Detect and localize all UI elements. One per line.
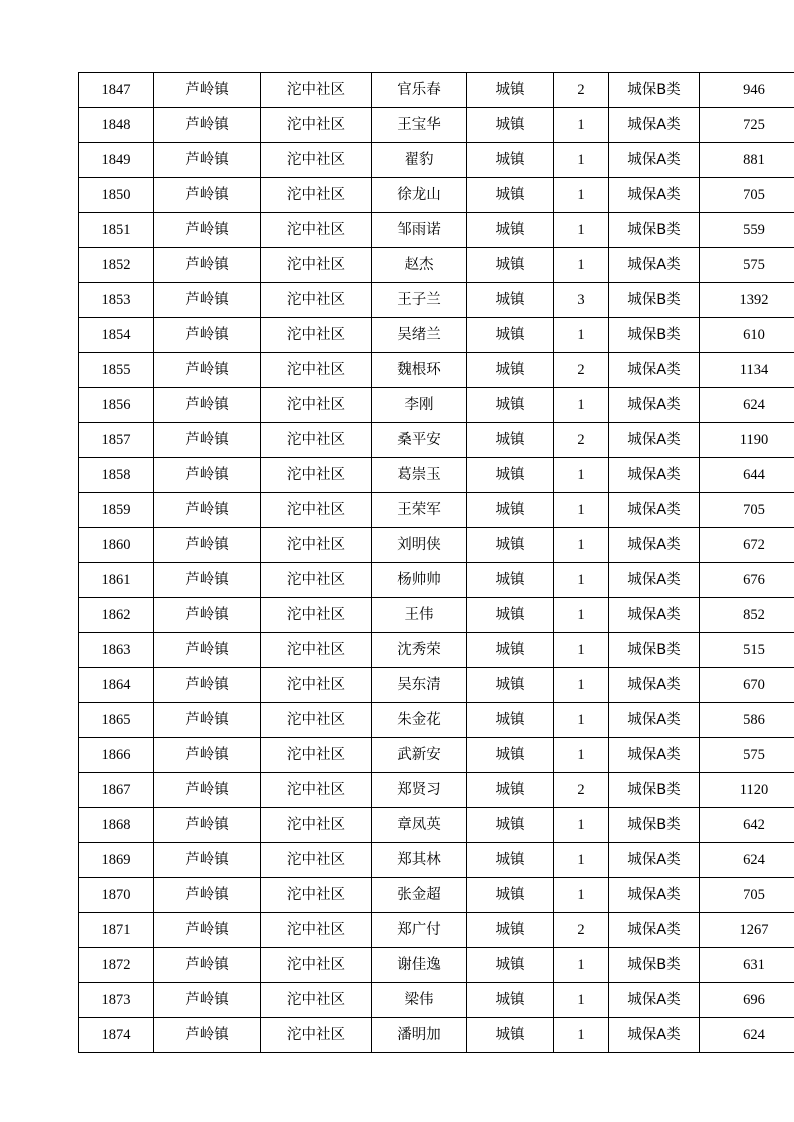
cell-category: 城保A类 [609, 563, 700, 598]
cell-count: 1 [554, 1018, 609, 1053]
cell-town: 芦岭镇 [154, 178, 261, 213]
cell-type: 城镇 [467, 738, 554, 773]
cell-category: 城保A类 [609, 248, 700, 283]
cell-category: 城保A类 [609, 493, 700, 528]
cell-name: 刘明侠 [372, 528, 467, 563]
cell-name: 邹雨诺 [372, 213, 467, 248]
cell-index: 1864 [79, 668, 154, 703]
cell-name: 徐龙山 [372, 178, 467, 213]
cell-count: 1 [554, 213, 609, 248]
cell-town: 芦岭镇 [154, 528, 261, 563]
cell-community: 沱中社区 [261, 493, 372, 528]
table-row [79, 318, 794, 353]
cell-type: 城镇 [467, 633, 554, 668]
cell-index: 1853 [79, 283, 154, 318]
cell-index: 1848 [79, 108, 154, 143]
cell-town: 芦岭镇 [154, 423, 261, 458]
cell-community: 沱中社区 [261, 808, 372, 843]
table-row [79, 213, 794, 248]
cell-index: 1860 [79, 528, 154, 563]
cell-count: 2 [554, 913, 609, 948]
table-row [79, 878, 794, 913]
cell-index: 1851 [79, 213, 154, 248]
cell-name: 王子兰 [372, 283, 467, 318]
cell-type: 城镇 [467, 808, 554, 843]
cell-type: 城镇 [467, 983, 554, 1018]
cell-type: 城镇 [467, 773, 554, 808]
cell-index: 1871 [79, 913, 154, 948]
cell-count: 1 [554, 878, 609, 913]
cell-type: 城镇 [467, 493, 554, 528]
cell-community: 沱中社区 [261, 108, 372, 143]
cell-type: 城镇 [467, 73, 554, 108]
cell-community: 沱中社区 [261, 598, 372, 633]
cell-name: 魏根环 [372, 353, 467, 388]
cell-town: 芦岭镇 [154, 1018, 261, 1053]
cell-index: 1857 [79, 423, 154, 458]
cell-index: 1854 [79, 318, 154, 353]
cell-community: 沱中社区 [261, 633, 372, 668]
cell-name: 沈秀荣 [372, 633, 467, 668]
cell-town: 芦岭镇 [154, 843, 261, 878]
cell-community: 沱中社区 [261, 983, 372, 1018]
cell-category: 城保A类 [609, 913, 700, 948]
cell-town: 芦岭镇 [154, 283, 261, 318]
table-row [79, 73, 794, 108]
cell-type: 城镇 [467, 423, 554, 458]
table-row [79, 353, 794, 388]
cell-index: 1850 [79, 178, 154, 213]
cell-name: 王宝华 [372, 108, 467, 143]
cell-type: 城镇 [467, 178, 554, 213]
cell-community: 沱中社区 [261, 773, 372, 808]
cell-category: 城保B类 [609, 318, 700, 353]
cell-type: 城镇 [467, 703, 554, 738]
cell-name: 张金超 [372, 878, 467, 913]
cell-amount: 946 [700, 73, 794, 108]
cell-name: 翟豹 [372, 143, 467, 178]
cell-category: 城保B类 [609, 213, 700, 248]
cell-type: 城镇 [467, 668, 554, 703]
table-row [79, 423, 794, 458]
cell-index: 1859 [79, 493, 154, 528]
cell-index: 1856 [79, 388, 154, 423]
table-row [79, 773, 794, 808]
cell-amount: 1120 [700, 773, 794, 808]
cell-community: 沱中社区 [261, 913, 372, 948]
cell-index: 1869 [79, 843, 154, 878]
cell-category: 城保B类 [609, 773, 700, 808]
table-row [79, 633, 794, 668]
cell-town: 芦岭镇 [154, 143, 261, 178]
table-row [79, 108, 794, 143]
cell-category: 城保A类 [609, 878, 700, 913]
cell-amount: 1267 [700, 913, 794, 948]
cell-count: 2 [554, 773, 609, 808]
table-row [79, 913, 794, 948]
cell-community: 沱中社区 [261, 1018, 372, 1053]
cell-count: 1 [554, 633, 609, 668]
table-row [79, 738, 794, 773]
cell-count: 2 [554, 423, 609, 458]
cell-count: 3 [554, 283, 609, 318]
cell-community: 沱中社区 [261, 318, 372, 353]
cell-amount: 881 [700, 143, 794, 178]
table-row [79, 388, 794, 423]
cell-name: 吴东清 [372, 668, 467, 703]
cell-type: 城镇 [467, 843, 554, 878]
cell-amount: 631 [700, 948, 794, 983]
cell-community: 沱中社区 [261, 878, 372, 913]
cell-count: 2 [554, 73, 609, 108]
cell-type: 城镇 [467, 948, 554, 983]
cell-category: 城保A类 [609, 423, 700, 458]
cell-community: 沱中社区 [261, 73, 372, 108]
cell-town: 芦岭镇 [154, 388, 261, 423]
cell-town: 芦岭镇 [154, 73, 261, 108]
cell-category: 城保B类 [609, 283, 700, 318]
cell-index: 1872 [79, 948, 154, 983]
cell-category: 城保A类 [609, 598, 700, 633]
cell-index: 1849 [79, 143, 154, 178]
cell-count: 1 [554, 178, 609, 213]
cell-name: 官乐春 [372, 73, 467, 108]
cell-name: 王荣军 [372, 493, 467, 528]
cell-town: 芦岭镇 [154, 983, 261, 1018]
cell-town: 芦岭镇 [154, 913, 261, 948]
cell-name: 王伟 [372, 598, 467, 633]
cell-amount: 586 [700, 703, 794, 738]
table-row [79, 598, 794, 633]
cell-community: 沱中社区 [261, 668, 372, 703]
cell-count: 1 [554, 493, 609, 528]
cell-town: 芦岭镇 [154, 213, 261, 248]
table-row [79, 493, 794, 528]
cell-amount: 624 [700, 1018, 794, 1053]
cell-type: 城镇 [467, 143, 554, 178]
cell-category: 城保A类 [609, 983, 700, 1018]
cell-community: 沱中社区 [261, 458, 372, 493]
cell-amount: 852 [700, 598, 794, 633]
cell-amount: 1134 [700, 353, 794, 388]
cell-town: 芦岭镇 [154, 563, 261, 598]
cell-category: 城保A类 [609, 458, 700, 493]
table-row [79, 843, 794, 878]
cell-name: 潘明加 [372, 1018, 467, 1053]
cell-type: 城镇 [467, 248, 554, 283]
cell-count: 1 [554, 108, 609, 143]
cell-count: 2 [554, 353, 609, 388]
cell-category: 城保A类 [609, 843, 700, 878]
cell-index: 1852 [79, 248, 154, 283]
cell-category: 城保B类 [609, 808, 700, 843]
cell-category: 城保A类 [609, 668, 700, 703]
cell-type: 城镇 [467, 1018, 554, 1053]
cell-index: 1870 [79, 878, 154, 913]
cell-category: 城保B类 [609, 633, 700, 668]
cell-amount: 624 [700, 843, 794, 878]
table-row [79, 668, 794, 703]
cell-category: 城保B类 [609, 73, 700, 108]
cell-count: 1 [554, 248, 609, 283]
cell-type: 城镇 [467, 318, 554, 353]
cell-category: 城保A类 [609, 703, 700, 738]
table-row [79, 563, 794, 598]
table-row [79, 528, 794, 563]
cell-category: 城保A类 [609, 108, 700, 143]
cell-town: 芦岭镇 [154, 668, 261, 703]
cell-category: 城保A类 [609, 353, 700, 388]
cell-name: 郑其林 [372, 843, 467, 878]
cell-index: 1868 [79, 808, 154, 843]
cell-count: 1 [554, 703, 609, 738]
cell-community: 沱中社区 [261, 388, 372, 423]
cell-amount: 575 [700, 248, 794, 283]
cell-index: 1862 [79, 598, 154, 633]
cell-index: 1867 [79, 773, 154, 808]
cell-name: 章凤英 [372, 808, 467, 843]
cell-index: 1866 [79, 738, 154, 773]
cell-community: 沱中社区 [261, 528, 372, 563]
table-row [79, 143, 794, 178]
cell-amount: 515 [700, 633, 794, 668]
cell-name: 杨帅帅 [372, 563, 467, 598]
cell-count: 1 [554, 388, 609, 423]
cell-count: 1 [554, 598, 609, 633]
cell-town: 芦岭镇 [154, 493, 261, 528]
table-row [79, 458, 794, 493]
cell-count: 1 [554, 143, 609, 178]
cell-index: 1861 [79, 563, 154, 598]
cell-town: 芦岭镇 [154, 248, 261, 283]
cell-town: 芦岭镇 [154, 633, 261, 668]
cell-name: 武新安 [372, 738, 467, 773]
cell-community: 沱中社区 [261, 738, 372, 773]
cell-type: 城镇 [467, 913, 554, 948]
cell-town: 芦岭镇 [154, 878, 261, 913]
cell-town: 芦岭镇 [154, 598, 261, 633]
cell-amount: 642 [700, 808, 794, 843]
cell-category: 城保A类 [609, 738, 700, 773]
cell-category: 城保B类 [609, 948, 700, 983]
cell-index: 1863 [79, 633, 154, 668]
cell-type: 城镇 [467, 388, 554, 423]
cell-community: 沱中社区 [261, 563, 372, 598]
cell-type: 城镇 [467, 108, 554, 143]
cell-index: 1855 [79, 353, 154, 388]
cell-name: 葛崇玉 [372, 458, 467, 493]
cell-count: 1 [554, 808, 609, 843]
subsidy-recipients-table [78, 72, 794, 1053]
cell-category: 城保A类 [609, 178, 700, 213]
cell-community: 沱中社区 [261, 283, 372, 318]
cell-count: 1 [554, 738, 609, 773]
cell-community: 沱中社区 [261, 353, 372, 388]
cell-town: 芦岭镇 [154, 458, 261, 493]
cell-town: 芦岭镇 [154, 353, 261, 388]
cell-amount: 575 [700, 738, 794, 773]
table-row [79, 948, 794, 983]
cell-amount: 705 [700, 878, 794, 913]
cell-name: 朱金花 [372, 703, 467, 738]
cell-type: 城镇 [467, 283, 554, 318]
cell-name: 郑贤习 [372, 773, 467, 808]
cell-name: 赵杰 [372, 248, 467, 283]
cell-type: 城镇 [467, 528, 554, 563]
cell-community: 沱中社区 [261, 703, 372, 738]
cell-category: 城保A类 [609, 1018, 700, 1053]
cell-amount: 644 [700, 458, 794, 493]
cell-amount: 672 [700, 528, 794, 563]
cell-community: 沱中社区 [261, 213, 372, 248]
cell-name: 李刚 [372, 388, 467, 423]
cell-amount: 696 [700, 983, 794, 1018]
cell-count: 1 [554, 563, 609, 598]
cell-count: 1 [554, 843, 609, 878]
cell-category: 城保A类 [609, 388, 700, 423]
cell-amount: 610 [700, 318, 794, 353]
cell-name: 郑广付 [372, 913, 467, 948]
cell-town: 芦岭镇 [154, 703, 261, 738]
cell-count: 1 [554, 458, 609, 493]
table-row [79, 178, 794, 213]
table-row [79, 248, 794, 283]
cell-town: 芦岭镇 [154, 318, 261, 353]
cell-community: 沱中社区 [261, 143, 372, 178]
cell-type: 城镇 [467, 458, 554, 493]
cell-amount: 705 [700, 178, 794, 213]
cell-amount: 705 [700, 493, 794, 528]
cell-town: 芦岭镇 [154, 738, 261, 773]
cell-community: 沱中社区 [261, 948, 372, 983]
cell-name: 桑平安 [372, 423, 467, 458]
table-row [79, 283, 794, 318]
cell-town: 芦岭镇 [154, 948, 261, 983]
cell-type: 城镇 [467, 213, 554, 248]
cell-index: 1874 [79, 1018, 154, 1053]
cell-community: 沱中社区 [261, 423, 372, 458]
cell-index: 1847 [79, 73, 154, 108]
table-body [79, 73, 794, 1053]
cell-amount: 670 [700, 668, 794, 703]
cell-count: 1 [554, 668, 609, 703]
cell-amount: 1190 [700, 423, 794, 458]
table-row [79, 808, 794, 843]
cell-name: 谢佳逸 [372, 948, 467, 983]
cell-count: 1 [554, 528, 609, 563]
cell-amount: 725 [700, 108, 794, 143]
cell-community: 沱中社区 [261, 178, 372, 213]
cell-category: 城保A类 [609, 528, 700, 563]
cell-name: 梁伟 [372, 983, 467, 1018]
cell-index: 1865 [79, 703, 154, 738]
cell-amount: 676 [700, 563, 794, 598]
cell-type: 城镇 [467, 353, 554, 388]
cell-category: 城保A类 [609, 143, 700, 178]
cell-amount: 624 [700, 388, 794, 423]
cell-community: 沱中社区 [261, 843, 372, 878]
table-row [79, 983, 794, 1018]
cell-index: 1858 [79, 458, 154, 493]
cell-town: 芦岭镇 [154, 108, 261, 143]
cell-name: 吴绪兰 [372, 318, 467, 353]
cell-count: 1 [554, 983, 609, 1018]
cell-type: 城镇 [467, 598, 554, 633]
cell-community: 沱中社区 [261, 248, 372, 283]
cell-town: 芦岭镇 [154, 773, 261, 808]
cell-amount: 1392 [700, 283, 794, 318]
cell-amount: 559 [700, 213, 794, 248]
table-row [79, 1018, 794, 1053]
cell-count: 1 [554, 948, 609, 983]
cell-index: 1873 [79, 983, 154, 1018]
cell-type: 城镇 [467, 878, 554, 913]
cell-type: 城镇 [467, 563, 554, 598]
cell-count: 1 [554, 318, 609, 353]
cell-town: 芦岭镇 [154, 808, 261, 843]
table-row [79, 703, 794, 738]
